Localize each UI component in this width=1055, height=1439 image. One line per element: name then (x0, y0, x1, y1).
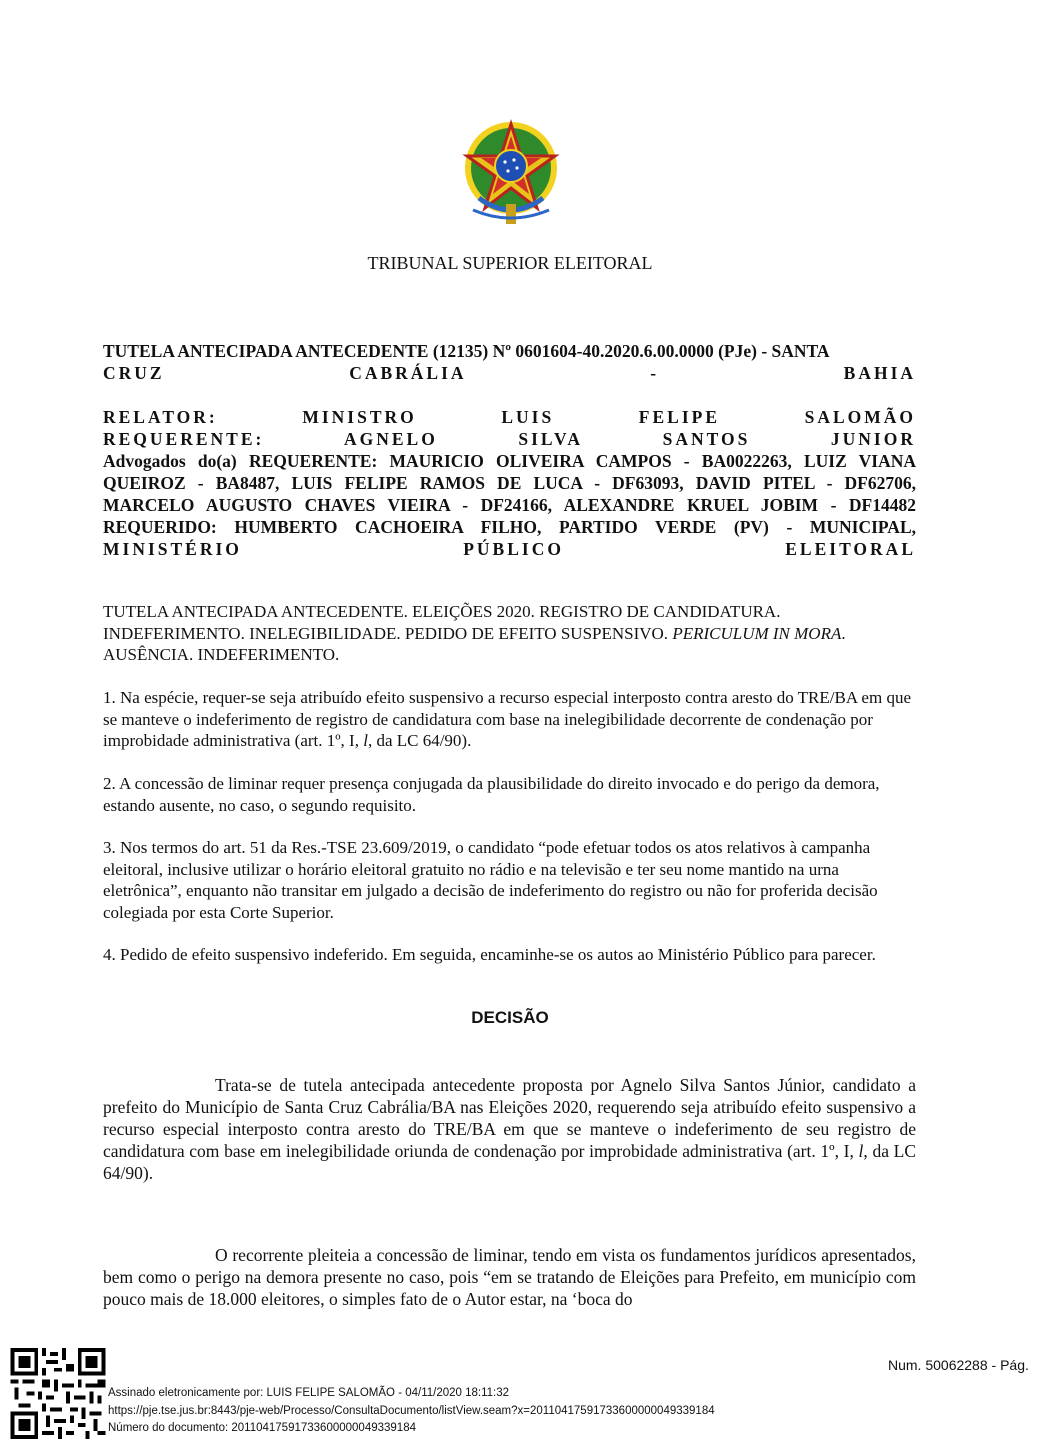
decision-paragraph-1-italic: l (858, 1141, 864, 1161)
advogados-line: QUEIROZ - BA8487, LUIS FELIPE RAMOS DE LUCA - DF63093, DAVID PITEL - DF62706, (103, 473, 916, 493)
case-location-word: CRUZ (103, 363, 165, 383)
verification-url[interactable]: https://pje.tse.jus.br:8443/pje-web/Processo/ConsultaDocumento/listView.seam?x=20110417591733600000049339184 (108, 1405, 715, 1417)
case-location-line (103, 362, 916, 384)
decision-paragraph-1 (103, 1074, 916, 1184)
ementa-item-1-text: 1. Na espécie, requer-se seja atribuído efeito suspensivo a recurso especial interposto contra aresto do TRE/BA em que se manteve o indeferimento de registro de candidatura com base na inelegibilidade decorrente de condenação por improbidade administrativa (art. 1º, I, (103, 688, 911, 750)
qr-code-icon (10, 1348, 106, 1439)
decision-paragraph-1-end: , da LC 64/90). (103, 1141, 916, 1183)
signature-info: Assinado eletronicamente por: LUIS FELIPE SALOMÃO - 04/11/2020 18:11:32 (108, 1387, 510, 1399)
decision-paragraph-2: O recorrente pleiteia a concessão de liminar, tendo em vista os fundamentos jurídicos apresentados, bem como o perigo na demora presente no caso, pois “em se tratando de Eleições para Prefeito, em município com pouco mais de 18.000 eleitores, o simples fato de o Autor estar, na ‘boca do (103, 1245, 916, 1309)
requerente-word: REQUERENTE: (103, 429, 265, 449)
advogados-line: Advogados do(a) REQUERENTE: MAURICIO OLIVEIRA CAMPOS - BA0022263, LUIZ VIANA (103, 451, 916, 471)
requerente-word: SANTOS (662, 429, 751, 449)
requerido-word: MINISTÉRIO (103, 539, 242, 559)
decision-title: DECISÃO (471, 1008, 549, 1027)
relator-word: RELATOR: (103, 407, 218, 427)
requerido-word: ELEITORAL (785, 539, 916, 559)
advogados-line: MARCELO AUGUSTO CHAVES VIEIRA - DF24166, ALEXANDRE KRUEL JOBIM - DF14482 (103, 495, 916, 515)
requerido-line-2 (103, 538, 916, 560)
ementa-summary-text: TUTELA ANTECIPADA ANTECEDENTE. ELEIÇÕES 2020. REGISTRO DE CANDIDATURA. INDEFERIMENTO. INELEGIBILIDADE. PEDIDO DE EFEITO SUSPENSIVO. (103, 602, 781, 643)
relator-word: SALOMÃO (804, 407, 917, 427)
ementa-item-1-end: , da LC 64/90). (367, 731, 472, 750)
relator-word: MINISTRO (302, 407, 417, 427)
case-location-word: BAHIA (843, 363, 917, 383)
decision-paragraph-1-text: Trata-se de tutela antecipada antecedente proposta por Agnelo Silva Santos Júnior, candidato a prefeito do Município de Santa Cruz Cabrália/BA nas Eleições 2020, requerendo seja atribuído efeito suspensivo a recurso especial interposto contra aresto do TRE/BA em que se manteve o indeferimento de seu registro de candidatura com base em inelegibilidade oriunda de condenação por improbidade administrativa (art. 1º, I, (103, 1075, 916, 1161)
ementa-summary-end: . AUSÊNCIA. INDEFERIMENTO. (103, 623, 846, 664)
case-title-line: TUTELA ANTECIPADA ANTECEDENTE (12135) Nº 0601604-40.2020.6.00.0000 (PJe) - SANTA (103, 341, 830, 361)
ementa-item-1 (103, 687, 916, 752)
ementa-summary-italic: PERICULUM IN MORA (672, 623, 842, 643)
document-number: Número do documento: 20110417591733600000049339184 (108, 1422, 416, 1434)
ementa-item-3: 3. Nos termos do art. 51 da Res.-TSE 23.609/2019, o candidato “pode efetuar todos os atos relativos à campanha eleitoral, inclusive utilizar o horário eleitoral gratuito no rádio e na televisão e ter seu nome mantido na urna eletrônica”, enquanto não transitar em julgado a decisão de indeferimento do registro ou não for proferida decisão colegiada por esta Corte Superior. (103, 838, 878, 922)
ementa-summary (103, 601, 916, 666)
court-name: TRIBUNAL SUPERIOR ELEITORAL (367, 253, 653, 273)
ementa-item-1-italic: l (363, 731, 368, 750)
case-location-word: CABRÁLIA (349, 363, 466, 383)
relator-line (103, 406, 916, 428)
ementa-item-2: 2. A concessão de liminar requer presença conjugada da plausibilidade do direito invocado e do perigo da demora, estando ausente, no caso, o segundo requisito. (103, 774, 880, 815)
requerente-line (103, 428, 916, 450)
requerente-word: JUNIOR (830, 429, 916, 449)
page-number: Num. 50062288 - Pág. (888, 1357, 1029, 1373)
coat-of-arms-emblem (459, 118, 563, 230)
requerido-word: PÚBLICO (463, 539, 564, 559)
requerente-word: SILVA (518, 429, 583, 449)
ementa-item-4: 4. Pedido de efeito suspensivo indeferido. Em seguida, encaminhe-se os autos ao Ministério Público para parecer. (103, 945, 876, 964)
case-location-word: - (650, 363, 660, 383)
relator-word: FELIPE (638, 407, 721, 427)
requerente-word: AGNELO (343, 429, 438, 449)
requerido-line: REQUERIDO: HUMBERTO CACHOEIRA FILHO, PARTIDO VERDE (PV) - MUNICIPAL, (103, 517, 916, 537)
relator-word: LUIS (501, 407, 555, 427)
